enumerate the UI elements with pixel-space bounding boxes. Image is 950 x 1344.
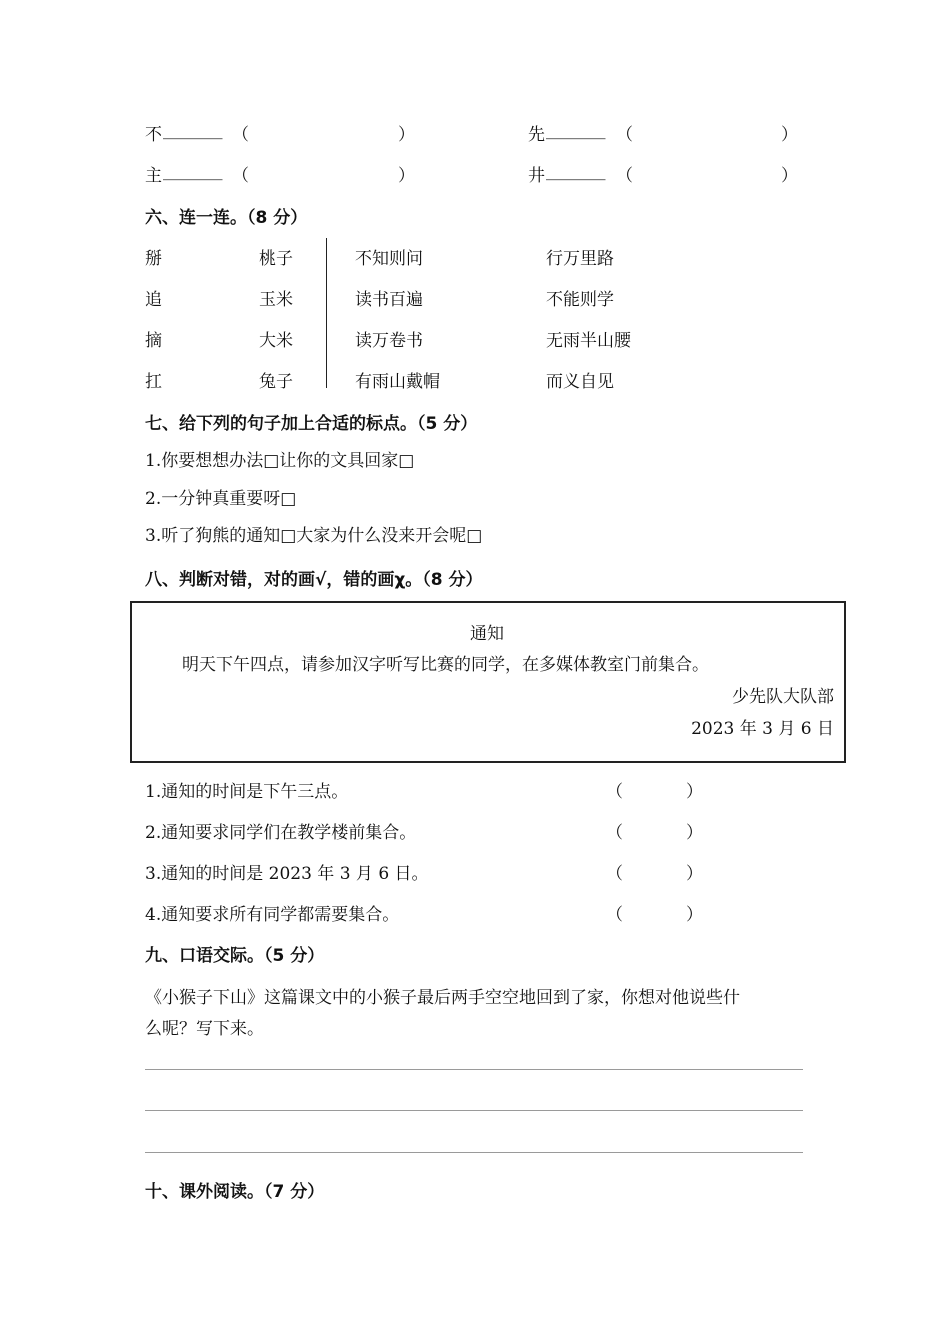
match-phrase-start[interactable]: 不知则问: [355, 249, 423, 269]
answer-line[interactable]: [145, 1110, 803, 1111]
paren-close: ）: [686, 864, 703, 884]
notice-heading: 通知: [470, 624, 504, 644]
fill-char: 井: [528, 166, 545, 186]
paren-open: （: [606, 782, 623, 802]
paren-close: ）: [686, 782, 703, 802]
paren-open: （: [616, 166, 633, 186]
paren-close: ）: [686, 823, 703, 843]
paren-open: （: [606, 905, 623, 925]
paren-close: ）: [398, 125, 415, 145]
judge-statement: 2.通知要求同学们在教学楼前集合。: [145, 823, 417, 843]
match-noun[interactable]: 兔子: [259, 372, 293, 392]
match-phrase-start[interactable]: 有雨山戴帽: [355, 372, 440, 392]
paren-close: ）: [781, 166, 798, 186]
section-7-title: 七、给下列的句子加上合适的标点。（5 分）: [145, 414, 478, 434]
notice-signature: 少先队大队部: [732, 687, 834, 707]
punctuation-item[interactable]: 3.听了狗熊的通知□大家为什么没来开会呢□: [145, 526, 483, 546]
oral-prompt-line-2: 么呢？写下来。: [145, 1019, 264, 1039]
match-phrase-start[interactable]: 读书百遍: [355, 290, 423, 310]
divider-line: [326, 238, 327, 388]
match-noun[interactable]: 玉米: [259, 290, 293, 310]
section-10-title: 十、课外阅读。（7 分）: [145, 1182, 325, 1202]
paren-close: ）: [398, 166, 415, 186]
punctuation-item[interactable]: 1.你要想想办法□让你的文具回家□: [145, 451, 415, 471]
fill-char: 主: [145, 166, 162, 186]
answer-line[interactable]: [145, 1069, 803, 1070]
match-phrase-start[interactable]: 读万卷书: [355, 331, 423, 351]
match-verb[interactable]: 追: [145, 290, 162, 310]
paren-open: （: [232, 125, 249, 145]
section-8-title: 八、判断对错，对的画√，错的画χ。（8 分）: [145, 570, 483, 590]
judge-statement: 3.通知的时间是 2023 年 3 月 6 日。: [145, 864, 429, 884]
notice-body: 明天下午四点，请参加汉字听写比赛的同学，在多媒体教室门前集合。: [182, 655, 709, 675]
oral-prompt-line-1: 《小猴子下山》这篇课文中的小猴子最后两手空空地回到了家，你想对他说些什: [145, 988, 740, 1008]
section-6-title: 六、连一连。（8 分）: [145, 208, 308, 228]
fill-blank[interactable]: _______: [163, 120, 223, 140]
paren-close: ）: [781, 125, 798, 145]
notice-date: 2023 年 3 月 6 日: [691, 719, 834, 739]
match-verb[interactable]: 扛: [145, 372, 162, 392]
judge-statement: 1.通知的时间是下午三点。: [145, 782, 349, 802]
fill-blank[interactable]: _______: [163, 161, 223, 181]
fill-char: 不: [145, 125, 162, 145]
paren-open: （: [616, 125, 633, 145]
match-noun[interactable]: 大米: [259, 331, 293, 351]
fill-blank[interactable]: _______: [546, 161, 606, 181]
paren-close: ）: [686, 905, 703, 925]
answer-line[interactable]: [145, 1152, 803, 1153]
paren-open: （: [232, 166, 249, 186]
match-phrase-end[interactable]: 而义自见: [546, 372, 614, 392]
match-verb[interactable]: 摘: [145, 331, 162, 351]
paren-open: （: [606, 864, 623, 884]
match-phrase-end[interactable]: 行万里路: [546, 249, 614, 269]
fill-blank[interactable]: _______: [546, 120, 606, 140]
paren-open: （: [606, 823, 623, 843]
section-9-title: 九、口语交际。（5 分）: [145, 946, 325, 966]
fill-char: 先: [528, 125, 545, 145]
judge-statement: 4.通知要求所有同学都需要集合。: [145, 905, 400, 925]
match-verb[interactable]: 掰: [145, 249, 162, 269]
match-phrase-end[interactable]: 不能则学: [546, 290, 614, 310]
match-phrase-end[interactable]: 无雨半山腰: [546, 331, 631, 351]
punctuation-item[interactable]: 2.一分钟真重要呀□: [145, 489, 297, 509]
match-noun[interactable]: 桃子: [259, 249, 293, 269]
